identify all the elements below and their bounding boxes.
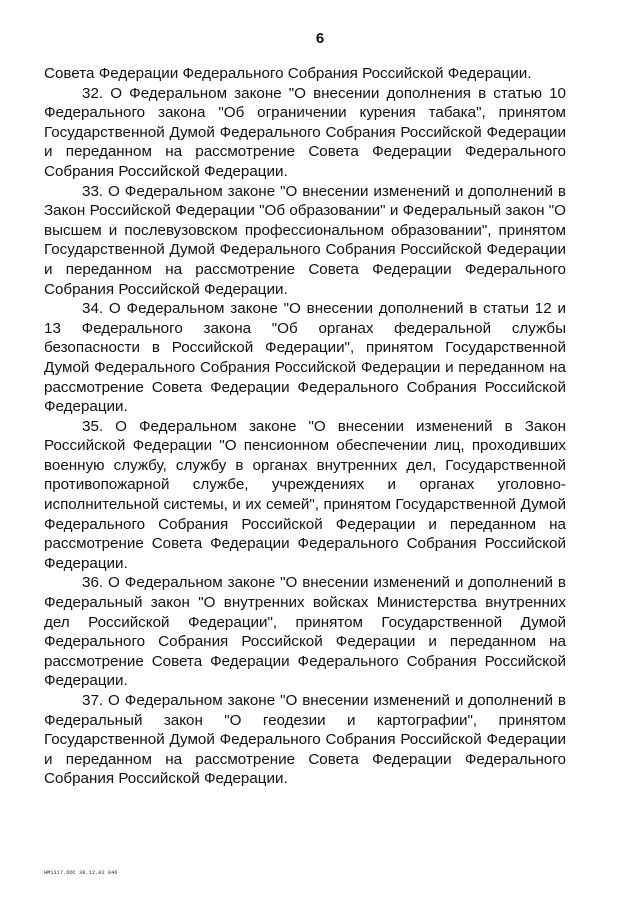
agenda-item-33: 33. О Федеральном законе "О внесении изменений и дополнений в Закон Российской Федерации "Об образовании" и Федеральный закон "О высшем и послевузовском профессиональном образовании", принятом Государственной Думой Федерального Собрания Российской Федерации и переданном на рассмотрение Совета Федерации Федерального Собрания Российской Федерации.: [44, 182, 566, 298]
footer-file-code: НМ1117.DOC 30.12.02 846: [44, 870, 118, 876]
page-number: 6: [315, 30, 325, 47]
agenda-item-32: 32. О Федеральном законе "О внесении дополнения в статью 10 Федерального закона "Об ограничении курения табака", принятом Государственной Думой Федерального Собрания Российской Федерации и переданном на рассмотрение Совета Федерации Федерального Собрания Российской Федерации.: [44, 84, 566, 180]
agenda-item-37: 37. О Федеральном законе "О внесении изменений и дополнений в Федеральный закон "О геодезии и картографии", принятом Государственной Думой Федерального Собрания Российской Федерации и переданном на рассмотрение Совета Федерации Федерального Собрания Российской Федерации.: [44, 692, 566, 788]
continuation-paragraph: Совета Федерации Федерального Собрания Российской Федерации.: [44, 65, 532, 82]
document-body: [44, 64, 566, 789]
agenda-item-36: 36. О Федеральном законе "О внесении изменений и дополнений в Федеральный закон "О внутренних войсках Министерства внутренних дел Российской Федерации", принятом Государственной Думой Федерального Собрания Российской Федерации и переданном на рассмотрение Совета Федерации Федерального Собрания Российской Федерации.: [44, 574, 566, 690]
agenda-item-34: 34. О Федеральном законе "О внесении дополнений в статьи 12 и 13 Федерального закона "Об органах федеральной службы безопасности в Российской Федерации", принятом Государственной Думой Федерального Собрания Российской Федерации и переданном на рассмотрение Совета Федерации Федерального Собрания Российской Федерации.: [44, 300, 566, 416]
agenda-item-35: 35. О Федеральном законе "О внесении изменений в Закон Российской Федерации "О пенсионном обеспечении лиц, проходивших военную службу, службу в органах внутренних дел, Государственной противопожарной службе, учреждениях и органах уголовно-исполнительной системы, и их семей", принятом Государственной Думой Федерального Собрания Российской Федерации и переданном на рассмотрение Совета Федерации Федерального Собрания Российской Федерации.: [44, 417, 566, 572]
